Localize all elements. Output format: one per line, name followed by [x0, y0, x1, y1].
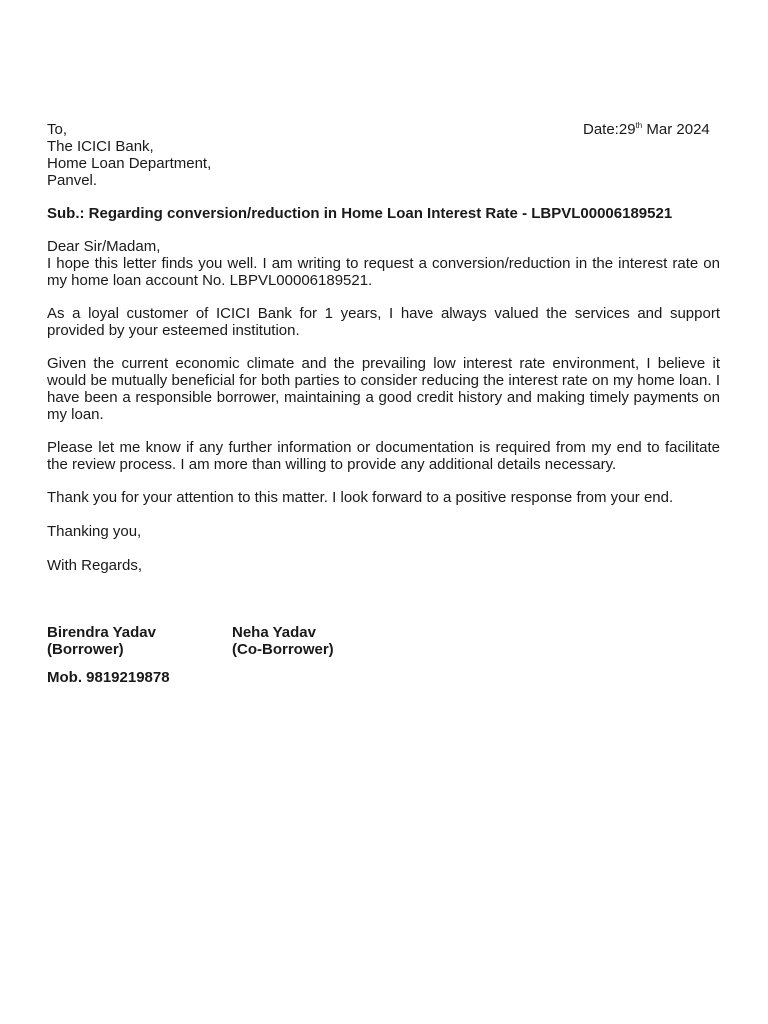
date-month-year: Mar 2024 — [642, 121, 710, 138]
address-line: To, — [47, 121, 68, 138]
salutation-block — [47, 238, 720, 289]
paragraph-documentation: Please let me know if any further information or documentation is required from my end to facilitate the review process. I am more than willing to provide any additional details necessary. — [47, 439, 720, 473]
address-line: Home Loan Department, — [47, 155, 212, 172]
signatory-name: Birendra Yadav — [47, 624, 156, 641]
address-line: Panvel. — [47, 172, 98, 189]
signatory-role: (Co-Borrower) — [232, 641, 334, 658]
letter-body — [47, 121, 720, 574]
signatory-borrower — [47, 624, 156, 658]
letter-subject: Sub.: Regarding conversion/reduction in Home Loan Interest Rate - LBPVL00006189521 — [47, 205, 673, 222]
date-prefix: Date: — [583, 121, 619, 138]
closing-regards: With Regards, — [47, 557, 143, 574]
date-day-suffix: th — [635, 121, 643, 130]
recipient-address — [47, 121, 720, 189]
paragraph-loyalty: As a loyal customer of ICICI Bank for 1 years, I have always valued the services and support provided by your esteemed institution. — [47, 305, 720, 339]
address-line: The ICICI Bank, — [47, 138, 154, 155]
paragraph-thanks: Thank you for your attention to this matter. I look forward to a positive response from your end. — [47, 489, 674, 506]
paragraph-intro: I hope this letter finds you well. I am writing to request a conversion/reduction in the interest rate on my home loan account No. LBPVL00006189521. — [47, 255, 720, 289]
salutation: Dear Sir/Madam, — [47, 238, 161, 255]
signatory-co-borrower — [232, 624, 334, 658]
mobile-number: Mob. 9819219878 — [47, 669, 170, 686]
signatory-name: Neha Yadav — [232, 624, 316, 641]
closing-thanks: Thanking you, — [47, 523, 142, 540]
paragraph-request: Given the current economic climate and the prevailing low interest rate environment, I believe it would be mutually beneficial for both parties to consider reducing the interest rate on my home loan. I have been a responsible borrower, maintaining a good credit history and making timely payments on my loan. — [47, 355, 720, 423]
signatory-role: (Borrower) — [47, 641, 124, 658]
date-day: 29 — [618, 121, 636, 138]
